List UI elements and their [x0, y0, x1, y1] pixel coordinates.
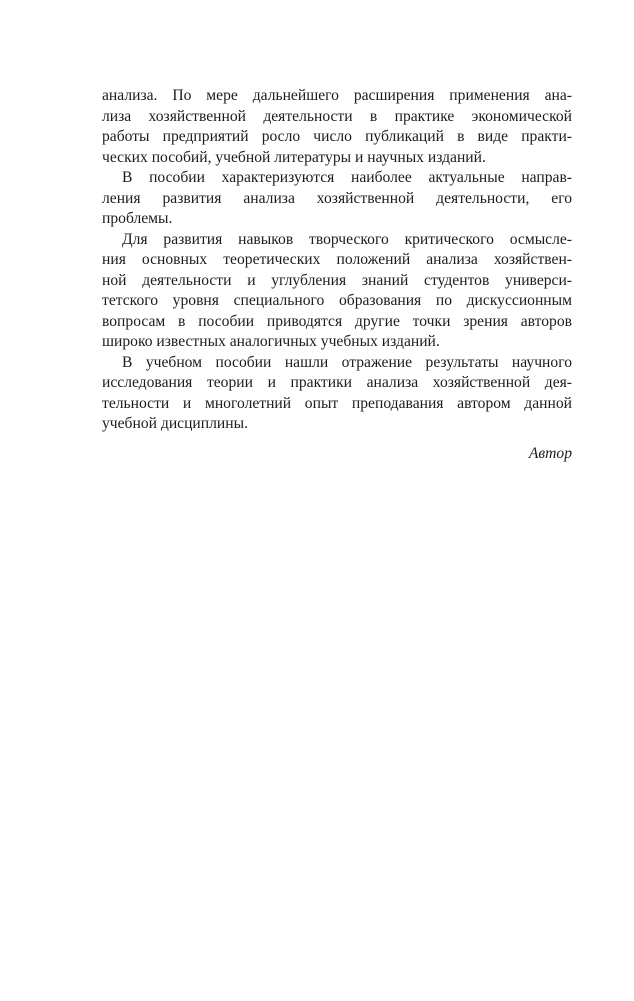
text-line: исследования теории и практики анализа хозяйственной дея- — [102, 374, 572, 391]
text-line: В учебном пособии нашли отражение результаты научного — [122, 353, 572, 371]
text-line: работы предприятий росло число публикаций в виде практи- — [102, 128, 572, 145]
text-line: ния основных теоретических положений анализа хозяйствен- — [102, 251, 572, 268]
text-line: учебной дисциплины. — [102, 415, 248, 432]
text-line: проблемы. — [102, 210, 173, 227]
author-signature: Автор — [528, 445, 572, 462]
text-line: ной деятельности и углубления знаний студентов универси- — [102, 271, 572, 289]
text-line: тельности и многолетний опыт преподавания автором данной — [102, 394, 572, 412]
text-line: широко известных аналогичных учебных изданий. — [102, 333, 440, 350]
text-line: Для развития навыков творческого критического осмысле- — [122, 230, 572, 248]
text-line: анализа. По мере дальнейшего расширения применения ана- — [102, 87, 572, 104]
text-line: лиза хозяйственной деятельности в практике экономической — [102, 107, 572, 125]
text-line: В пособии характеризуются наиболее актуальные направ- — [122, 169, 572, 186]
text-line: тетского уровня специального образования по дискуссионным — [102, 292, 572, 309]
text-line: ления развития анализа хозяйственной деятельности, его — [102, 189, 572, 207]
text-line: ческих пособий, учебной литературы и научных изданий. — [102, 148, 486, 166]
body-text — [102, 86, 572, 435]
text-line: вопросам в пособии приводятся другие точки зрения авторов — [102, 312, 572, 330]
